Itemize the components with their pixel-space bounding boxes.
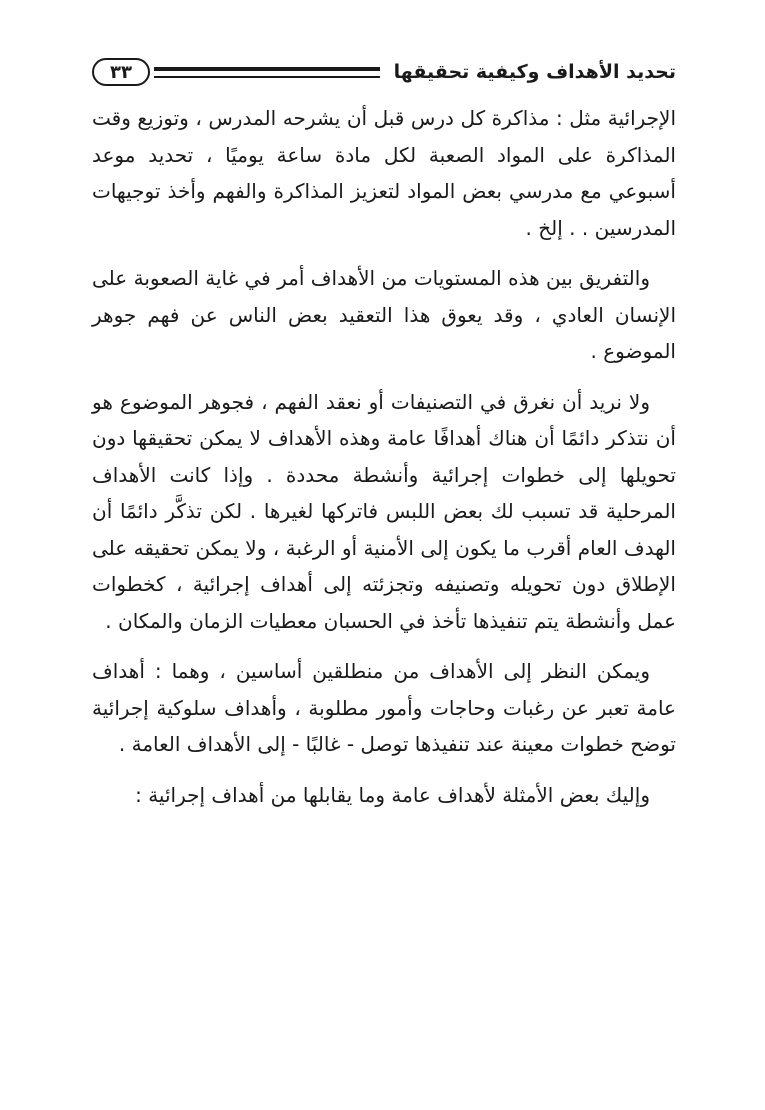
paragraph: ويمكن النظر إلى الأهداف من منطلقين أساسين ، وهما : أهداف عامة تعبر عن رغبات وحاجات وأمور مطلوبة ، وأهداف سلوكية إجرائية توضح خطوات معينة عند تنفيذها توصل - غالبًا - إلى الأهداف العامة . <box>92 659 676 756</box>
paragraph: الإجرائية مثل : مذاكرة كل درس قبل أن يشرحه المدرس ، وتوزيع وقت المذاكرة على المواد الصعبة لكل مادة ساعة يوميًا ، تحديد موعد أسبوعي مع مدرسي بعض المواد لتعزيز المذاكرة والفهم وأخذ توجيهات المدرسين . . إلخ . <box>92 106 676 240</box>
paragraph: وإليك بعض الأمثلة لأهداف عامة وما يقابلها من أهداف إجرائية : <box>135 782 650 807</box>
page-number: ٣٣ <box>92 58 150 86</box>
header-rule <box>154 67 380 78</box>
body-text <box>92 100 676 827</box>
paragraph: والتفريق بين هذه المستويات من الأهداف أمر في غاية الصعوبة على الإنسان العادي ، وقد يعوق هذا التعقيد بعض الناس عن فهم جوهر الموضوع . <box>92 266 676 363</box>
running-header <box>92 52 676 92</box>
chapter-title: تحديد الأهداف وكيفية تحقيقها <box>393 61 676 83</box>
paragraph: ولا نريد أن نغرق في التصنيفات أو نعقد الفهم ، فجوهر الموضوع هو أن نتذكر دائمًا أن هناك أهدافًا عامة وهذه الأهداف لا يمكن تحقيقها دون تحويلها إلى خطوات إجرائية وأنشطة محددة . وإذا كانت الأهداف المرحلية قد تسبب لك بعض اللبس فاتركها لغيرها . لكن تذكَّر دائمًا أن الهدف العام أقرب ما يكون إلى الأمنية أو الرغبة ، ولا يمكن تحقيقه على الإطلاق دون تحويله وتصنيفه وتجزئته إلى أهداف إجرائية ، كخطوات عمل وأنشطة يتم تنفيذها تأخذ في الحسبان معطيات الزمان والمكان . <box>92 389 676 633</box>
